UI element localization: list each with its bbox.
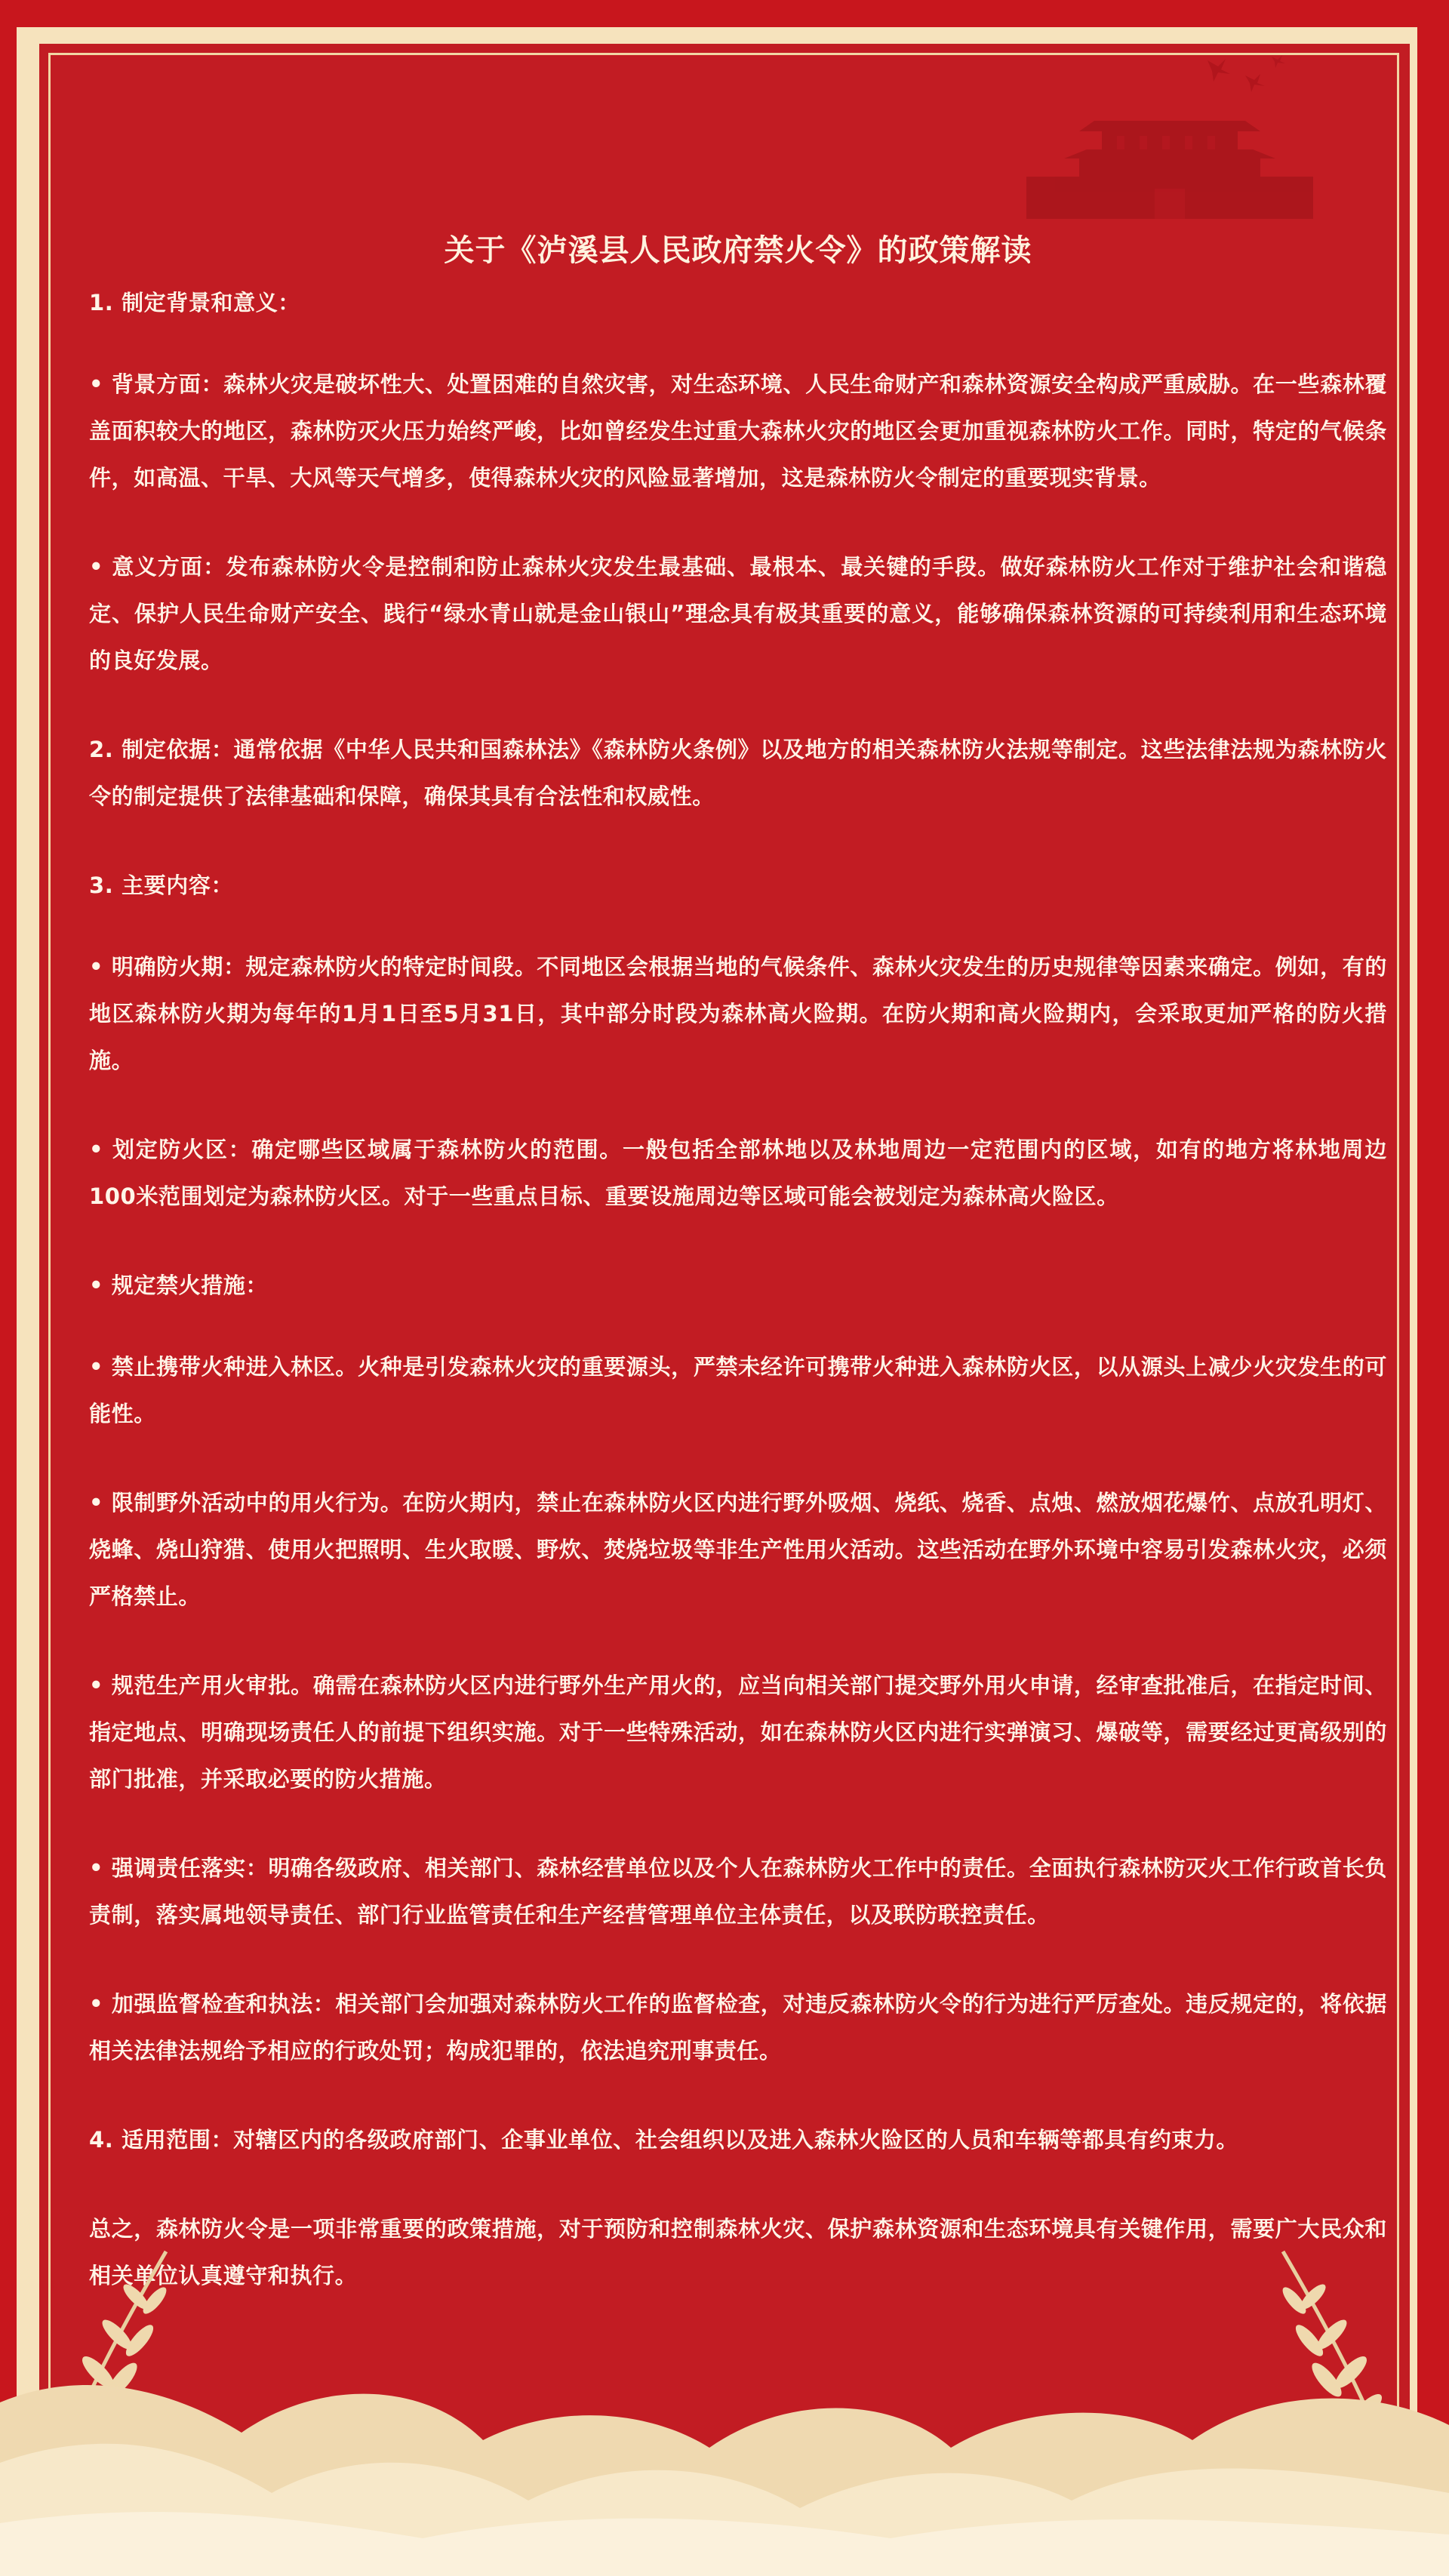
section-heading: 1. 制定背景和意义： — [89, 290, 300, 315]
paragraph-limit-outdoor: • 限制野外活动中的用火行为。在防火期内，禁止在森林防火区内进行野外吸烟、烧纸、烧香、点烛、燃放烟花爆竹、点放孔明灯、烧蜂、烧山狩猎、使用火把照明、生火取暖、野炊、焚烧垃圾等非生产性用火活动。这些活动在野外环境中容易引发森林火灾，必须严格禁止。 — [89, 1490, 1387, 1609]
page-title: 关于《泸溪县人民政府禁火令》的政策解读 — [444, 233, 1032, 268]
paragraph-fire-zone: • 划定防火区：确定哪些区域属于森林防火的范围。一般包括全部林地以及林地周边一定范围内的区域，如有的地方将林地周边100米范围划定为森林防火区。对于一些重点目标、重要设施周边等区域可能会被划定为森林高火险区。 — [89, 1137, 1387, 1209]
paragraph-responsibility: • 强调责任落实：明确各级政府、相关部门、森林经营单位以及个人在森林防火工作中的责任。全面执行森林防灭火工作行政首长负责制，落实属地领导责任、部门行业监管责任和生产经营管理单位主体责任，以及联防联控责任。 — [89, 1855, 1387, 1928]
paragraph-summary: 总之，森林防火令是一项非常重要的政策措施，对于预防和控制森林火灾、保护森林资源和生态环境具有关键作用，需要广大民众和相关单位认真遵守和执行。 — [89, 2216, 1387, 2288]
paragraph-significance: • 意义方面：发布森林防火令是控制和防止森林火灾发生最基础、最根本、最关键的手段。做好森林防火工作对于维护社会和谐稳定、保护人民生命财产安全、践行“绿水青山就是金山银山”理念具有极其重要的意义，能够确保森林资源的可持续利用和生态环境的良好发展。 — [89, 554, 1387, 673]
paragraph-scope: 4. 适用范围：对辖区内的各级政府部门、企事业单位、社会组织以及进入森林火险区的人员和车辆等都具有约束力。 — [89, 2127, 1239, 2153]
article-body — [89, 229, 1387, 2341]
tiananmen-decoration-icon — [1011, 91, 1328, 226]
paragraph-basis: 2. 制定依据：通常依据《中华人民共和国森林法》《森林防火条例》以及地方的相关森林防火法规等制定。这些法律法规为森林防火令的制定提供了法律基础和保障，确保其具有合法性和权威性。 — [89, 737, 1387, 809]
cloud-decoration-icon — [0, 2274, 1449, 2576]
section-heading: 3. 主要内容： — [89, 873, 234, 898]
paragraph-background: • 背景方面：森林火灾是破坏性大、处置困难的自然灾害，对生态环境、人民生命财产和森林资源安全构成严重威胁。在一些森林覆盖面积较大的地区，森林防灭火压力始终严峻，比如曾经发生过重大森林火灾的地区会更加重视森林防火工作。同时，特定的气候条件，如高温、干旱、大风等天气增多，使得森林火灾的风险显著增加，这是森林防火令制定的重要现实背景。 — [89, 371, 1387, 491]
paragraph-production-fire: • 规范生产用火审批。确需在森林防火区内进行野外生产用火的，应当向相关部门提交野外用火申请，经审查批准后，在指定时间、指定地点、明确现场责任人的前提下组织实施。对于一些特殊活动，如在森林防火区内进行实弹演习、爆破等，需要经过更高级别的部门批准，并采取必要的防火措施。 — [89, 1673, 1387, 1792]
paragraph-fire-period: • 明确防火期：规定森林防火的特定时间段。不同地区会根据当地的气候条件、森林火灾发生的历史规律等因素来确定。例如，有的地区森林防火期为每年的1月1日至5月31日，其中部分时段为森林高火险期。在防火期和高火险期内，会采取更加严格的防火措施。 — [89, 954, 1387, 1073]
subsection-heading: • 规定禁火措施： — [89, 1273, 269, 1298]
paragraph-ban-carry: • 禁止携带火种进入林区。火种是引发森林火灾的重要源头，严禁未经许可携带火种进入森林防火区，以从源头上减少火灾发生的可能性。 — [89, 1354, 1387, 1426]
paragraph-supervision: • 加强监督检查和执法：相关部门会加强对森林防火工作的监督检查，对违反森林防火令的行为进行严厉查处。违反规定的，将依据相关法律法规给予相应的行政处罚；构成犯罪的，依法追究刑事责任。 — [89, 1991, 1387, 2064]
